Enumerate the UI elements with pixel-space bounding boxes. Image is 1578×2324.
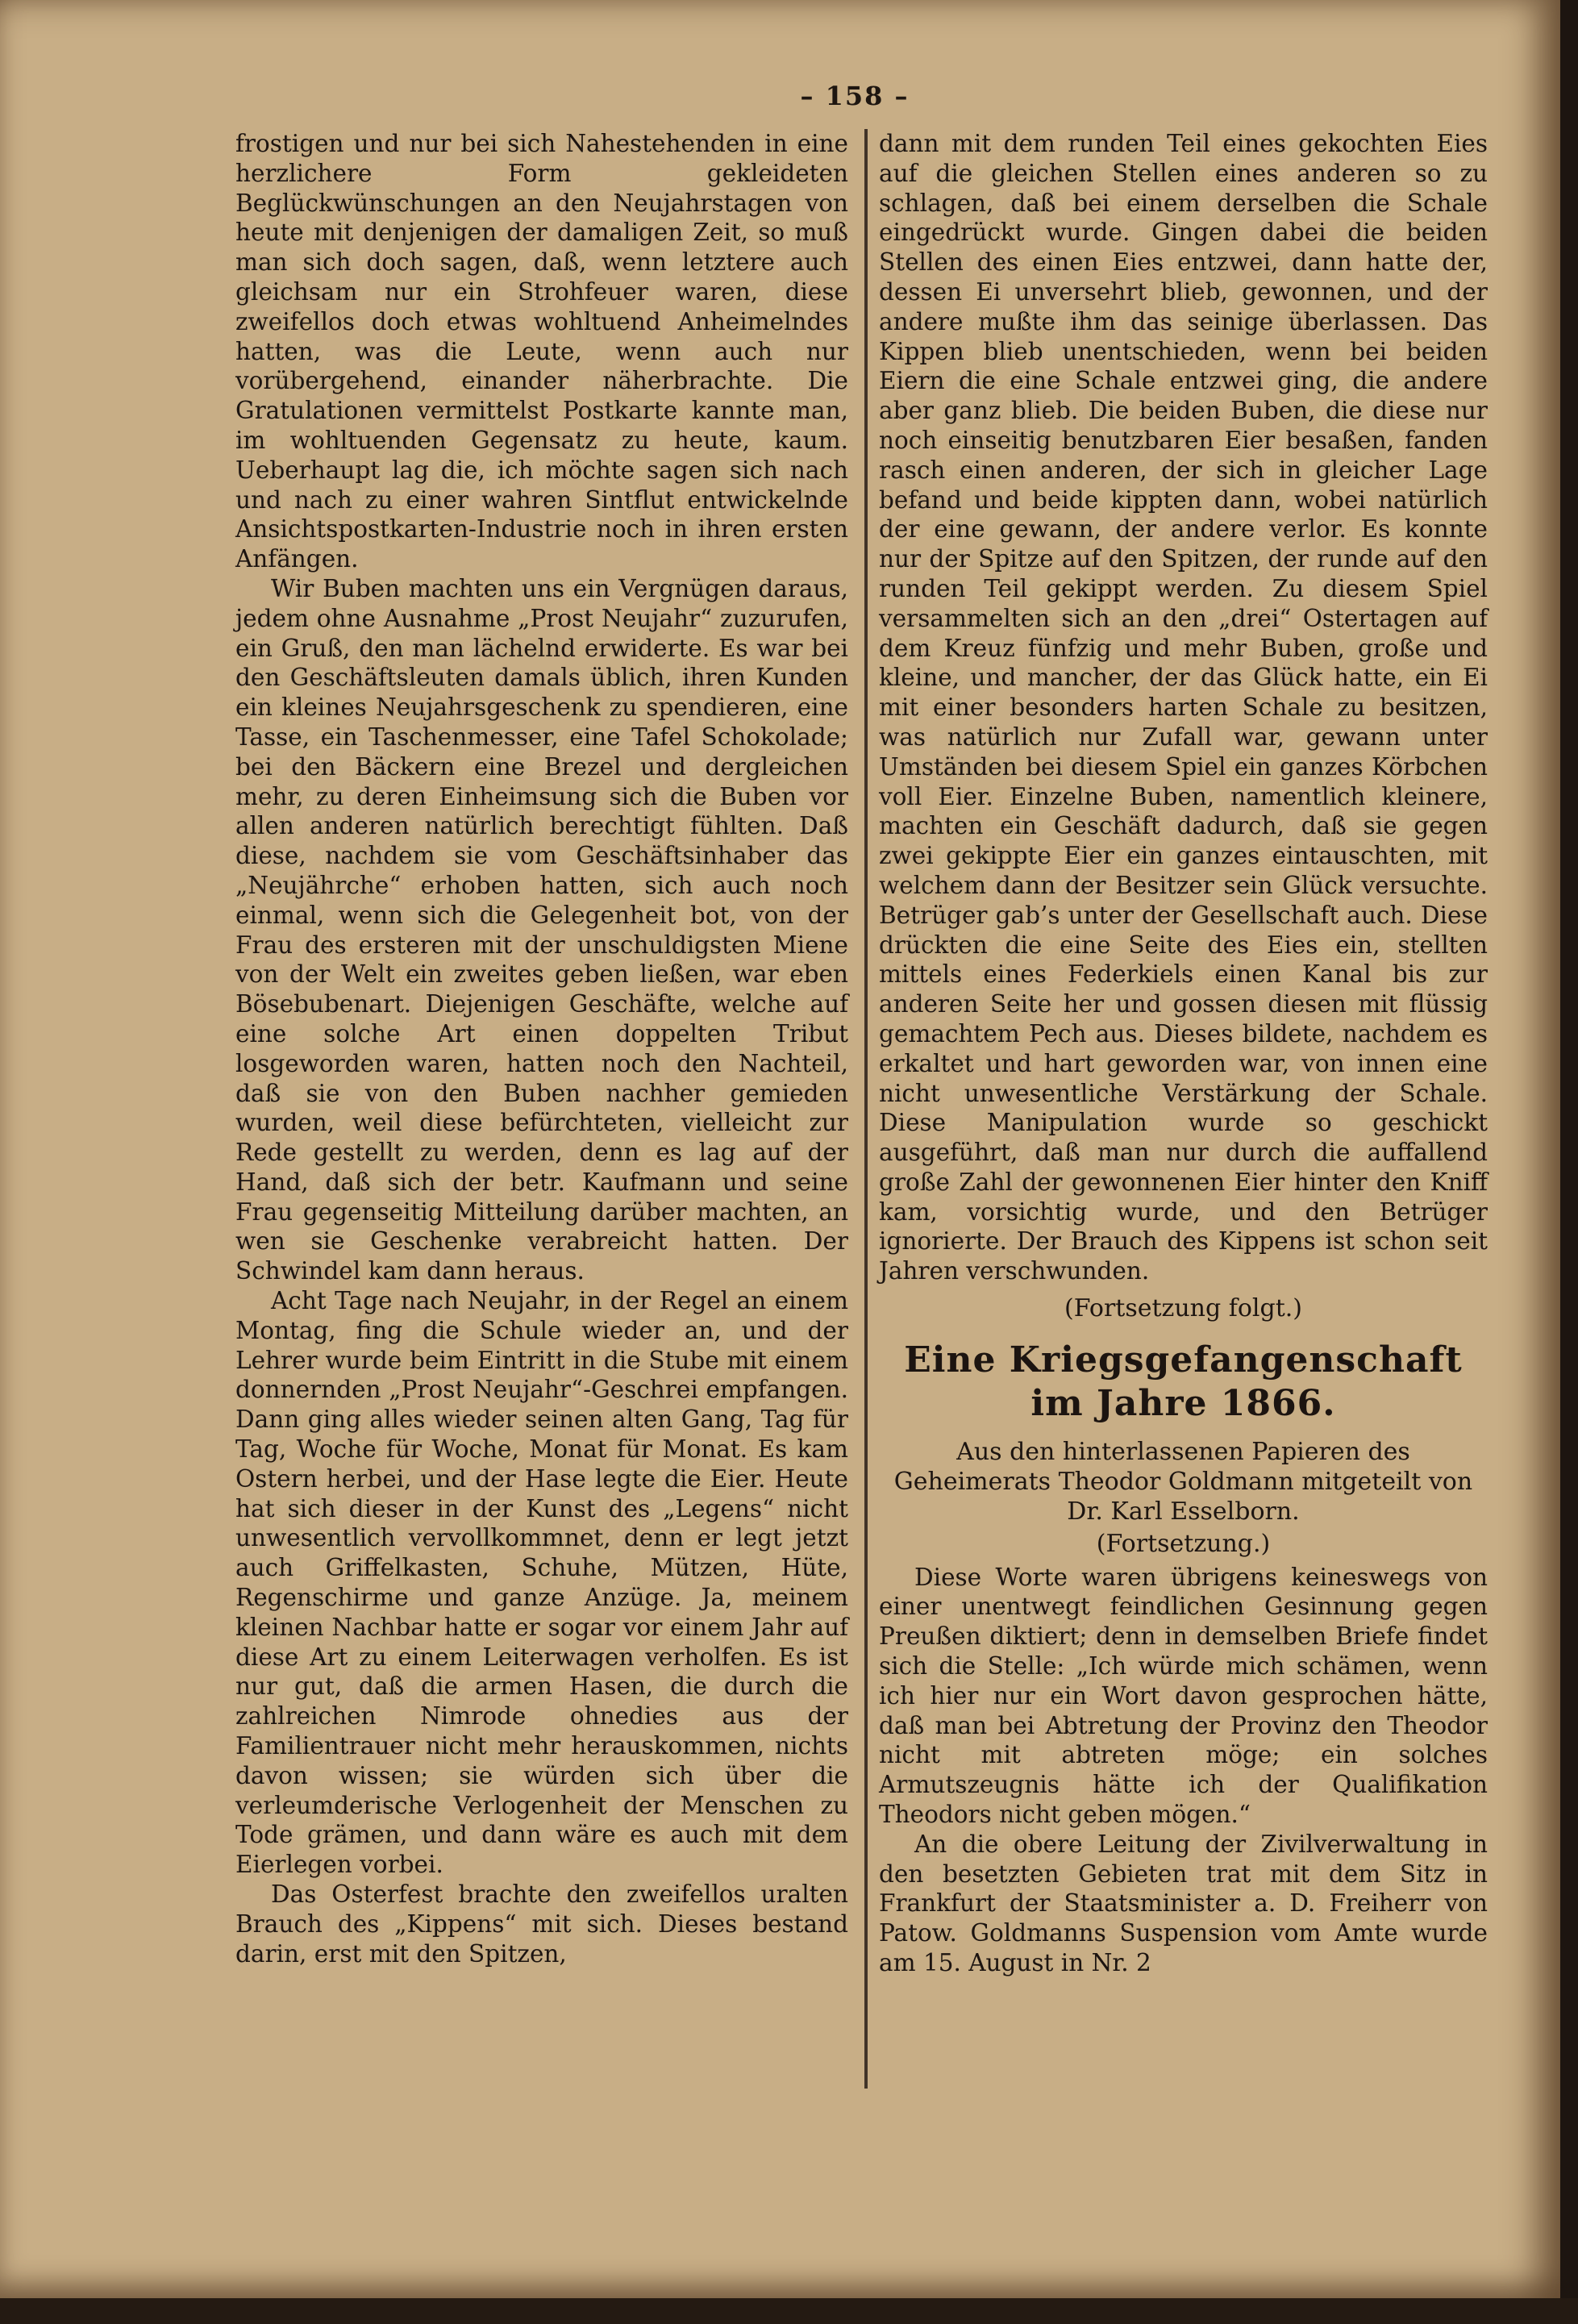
page-number: – 158 – (800, 81, 910, 111)
column-divider (864, 129, 868, 2089)
paragraph: Wir Buben machten uns ein Vergnügen daraus, jedem ohne Ausnahme „Prost Neujahr“ zuzurufen, ein Gruß, den man lächelnd erwiderte. Es war bei den Geschäftsleuten damals üblich, ihren Kunden ein kleines Neujahrsgeschenk zu spendieren, eine Tasse, ein Taschenmesser, eine Tafel Schokolade; bei den Bäckern eine Brezel und dergleichen mehr, zu deren Einheimsung sich die Buben vor allen anderen natürlich berechtigt fühlten. Daß diese, nachdem sie vom Geschäftsinhaber das „Neujährche“ erhoben hatten, sich auch noch einmal, wenn sich die Gelegenheit bot, von der Frau des ersteren mit der unschuldigsten Miene von der Welt ein zweites geben ließen, war eben Bösebubenart. Diejenigen Geschäfte, welche auf eine solche Art einen doppelten Tribut losgeworden waren, hatten noch den Nachteil, daß sie von den Buben nachher gemieden wurden, weil diese befürchteten, vielleicht zur Rede gestellt zu werden, denn es lag auf der Hand, daß sich der betr. Kaufmann und seine Frau gegenseitig Mitteilung darüber machten, an wen sie Geschenke verabreicht hatten. Der Schwindel kam dann heraus. (235, 574, 848, 1285)
paragraph: frostigen und nur bei sich Nahestehenden in eine herzlichere Form gekleideten Beglückwünschungen an den Neujahrstagen von heute mit denjenigen der damaligen Zeit, so muß man sich doch sagen, daß, wenn letztere auch gleichsam nur ein Strohfeuer waren, diese zweifellos doch etwas wohltuend Anheimelndes hatten, was die Leute, wenn auch nur vorübergehend, einander näherbrachte. Die Gratulationen vermittelst Postkarte kannte man, im wohltuenden Gegensatz zu heute, kaum. Ueberhaupt lag die, ich möchte sagen sich nach und nach zu einer wahren Sintflut entwickelnde Ansichtspostkarten-Industrie noch in ihren ersten Anfängen. (235, 130, 848, 573)
book-spine (1560, 0, 1578, 2324)
right-column (879, 129, 1488, 1978)
article-byline: Aus den hinterlassenen Papieren des Geheimerats Theodor Goldmann mitgeteilt von Dr. Karl Esselborn. (893, 1437, 1473, 1526)
page-bottom-edge (0, 2298, 1578, 2324)
continuation-note: (Fortsetzung folgt.) (1064, 1294, 1302, 1323)
paragraph: Acht Tage nach Neujahr, in der Regel an einem Montag, fing die Schule wieder an, und der Lehrer wurde beim Eintritt in die Stube mit einem donnernden „Prost Neujahr“-Geschrei empfangen. Dann ging alles wieder seinen alten Gang, Tag für Tag, Woche für Woche, Monat für Monat. Es kam Ostern herbei, und der Hase legte die Eier. Heute hat sich dieser in der Kunst des „Legens“ nicht unwesentlich vervollkommnet, denn er legt jetzt auch Griffelkasten, Schuhe, Mützen, Hüte, Regenschirme und ganze Anzüge. Ja, meinem kleinen Nachbar hatte er sogar vor einem Jahr auf diese Art zu einem Leiterwagen verholfen. Es ist nur gut, daß die armen Hasen, die durch die zahlreichen Nimrode ohnedies aus der Familientrauer nicht mehr herauskommen, nichts davon wissen; sie würden sich über die verleumderische Verlogenheit der Menschen zu Tode grämen, und dann wäre es auch mit dem Eierlegen vorbei. (235, 1287, 848, 1879)
article-title-line: im Jahre 1866. (1030, 1382, 1336, 1424)
left-column (235, 129, 848, 1968)
paragraph: Diese Worte waren übrigens keineswegs von einer unentwegt feindlichen Gesinnung gegen Preußen diktiert; denn in demselben Briefe findet sich die Stelle: „Ich würde mich schämen, wenn ich hier nur ein Wort davon gesprochen hätte, daß man bei Abtretung der Provinz den Theodor nicht mit abtreten möge; ein solches Armutszeugnis hätte ich der Qualifikation Theodors nicht geben mögen.“ (879, 1563, 1488, 1829)
article-sub-note: (Fortsetzung.) (1096, 1529, 1271, 1558)
paragraph: An die obere Leitung der Zivilverwaltung in den besetzten Gebieten trat mit dem Sitz in Frankfurt der Staatsminister a. D. Freiherr von Patow. Goldmanns Suspension vom Amte wurde am 15. August in Nr. 2 (879, 1830, 1488, 1977)
article-title (879, 1339, 1488, 1426)
paragraph: dann mit dem runden Teil eines gekochten Eies auf die gleichen Stellen eines anderen so zu schlagen, daß bei einem derselben die Schale eingedrückt wurde. Gingen dabei die beiden Stellen des einen Eies entzwei, dann hatte der, dessen Ei unversehrt blieb, gewonnen, und der andere mußte ihm das seinige überlassen. Das Kippen blieb unentschieden, wenn bei beiden Eiern die eine Schale entzwei ging, die andere aber ganz blieb. Die beiden Buben, die diese nur noch einseitig benutzbaren Eier besaßen, fanden rasch einen anderen, der sich in gleicher Lage befand und beide kippten dann, wobei natürlich der eine gewann, der andere verlor. Es konnte nur der Spitze auf den Spitzen, der runde auf den runden Teil gekippt werden. Zu diesem Spiel versammelten sich an den „drei“ Ostertagen auf dem Kreuz fünfzig und mehr Buben, große und kleine, und mancher, der das Glück hatte, ein Ei mit einer besonders harten Schale zu besitzen, was natürlich nur Zufall war, gewann unter Umständen bei diesem Spiel ein ganzes Körbchen voll Eier. Einzelne Buben, namentlich kleinere, machten ein Geschäft dadurch, daß sie gegen zwei gekippte Eier ein ganzes eintauschten, mit welchem dann der Besitzer sein Glück versuchte. Betrüger gab’s unter der Gesellschaft auch. Diese drückten die eine Seite des Eies ein, stellten mittels eines Federkiels einen Kanal bis zur anderen Seite her und gossen diesen mit flüssig gemachtem Pech aus. Dieses bildete, nachdem es erkaltet und hart geworden war, von innen eine nicht unwesentliche Verstärkung der Schale. Diese Manipulation wurde so geschickt ausgeführt, daß man nur durch die auffallend große Zahl der gewonnenen Eier hinter den Kniff kam, vorsichtig wurde, und den Betrüger ignorierte. Der Brauch des Kippens ist schon seit Jahren verschwunden. (879, 130, 1488, 1285)
article-title-line: Eine Kriegsgefangenschaft (904, 1339, 1463, 1381)
paragraph: Das Osterfest brachte den zweifellos uralten Brauch des „Kippens“ mit sich. Dieses bestand darin, erst mit den Spitzen, (235, 1880, 848, 1968)
